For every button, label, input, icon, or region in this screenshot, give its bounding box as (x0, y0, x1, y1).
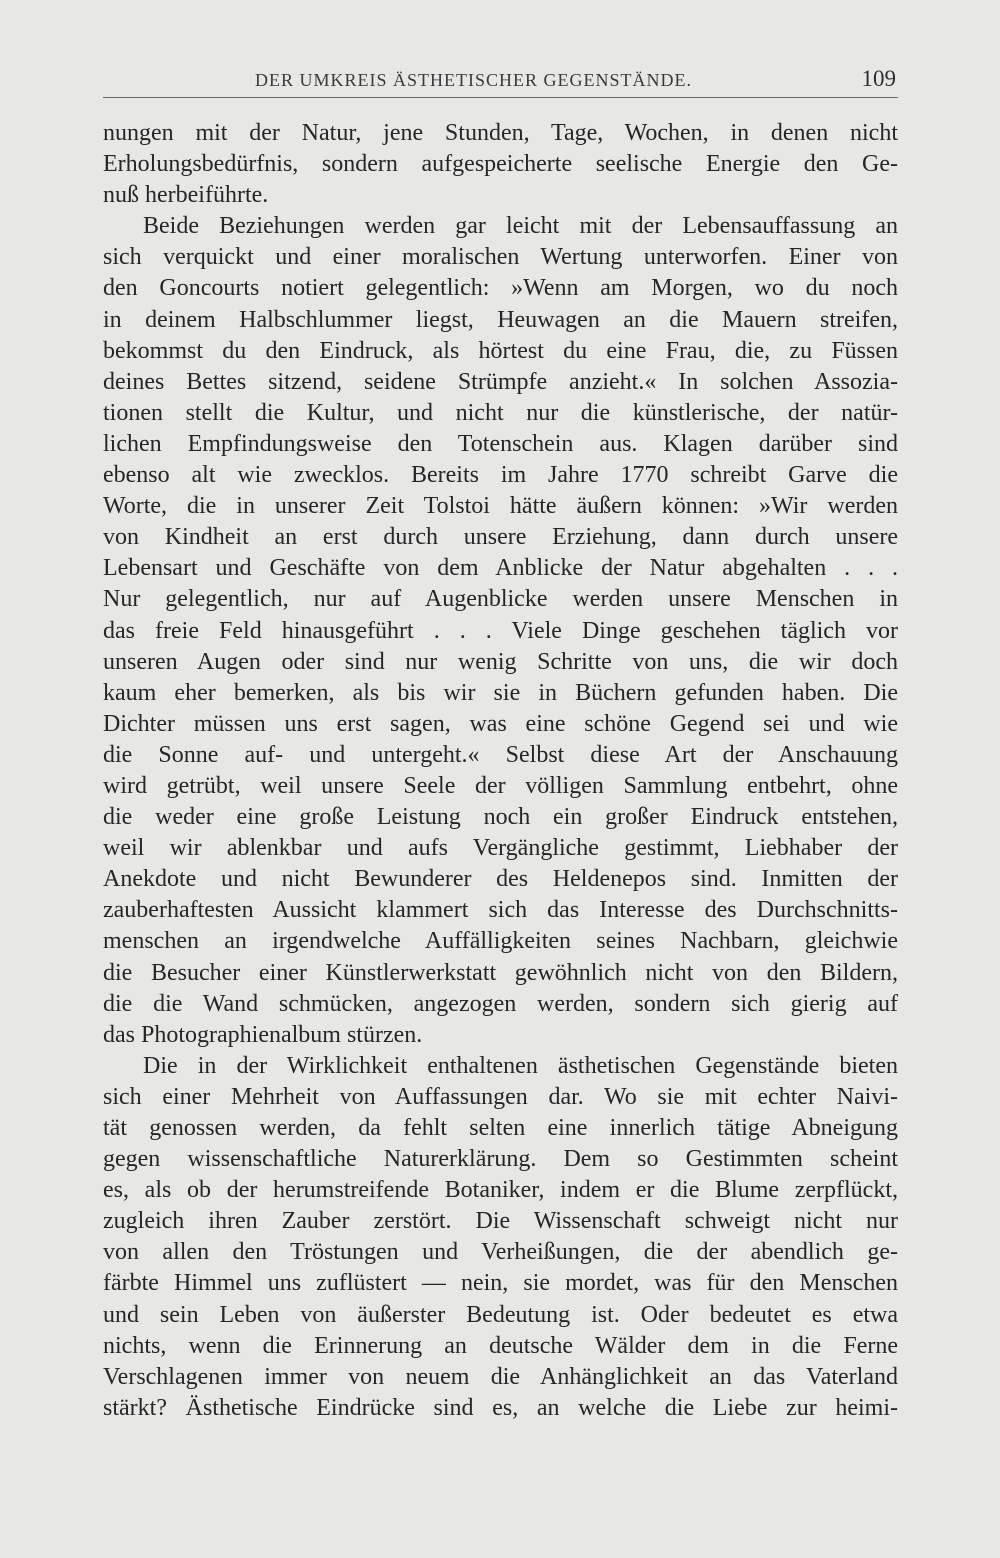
text-line: die Besucher einer Künstlerwerkstatt gewöhnlich nicht von den Bildern, (103, 959, 898, 986)
text-line: nungen mit der Natur, jene Stunden, Tage, Wochen, in denen nicht (103, 120, 898, 146)
text-line: zauberhaftesten Aussicht klammert sich das Interesse des Durchschnitts- (103, 897, 898, 924)
text-line: sich verquickt und einer moralischen Wertung unterworfen. Einer von (103, 244, 898, 271)
running-head (103, 62, 898, 102)
text-line: nuß herbeiführte. (103, 182, 269, 209)
text-line: lichen Empfindungsweise den Totenschein aus. Klagen darüber sind (103, 430, 898, 457)
text-line: von allen den Tröstungen und Verheißungen, die der abendlich ge- (103, 1239, 898, 1266)
text-line: die die Wand schmücken, angezogen werden, sondern sich gierig auf (103, 990, 898, 1017)
text-line: tät genossen werden, da fehlt selten eine innerlich tätige Abneigung (103, 1115, 898, 1141)
running-title: DER UMKREIS ÄSTHETISCHER GEGENSTÄNDE. (255, 70, 692, 90)
text-line: Anekdote und nicht Bewunderer des Heldenepos sind. Inmitten der (103, 866, 898, 893)
text-line: in deinem Halbschlummer liegst, Heuwagen an die Mauern streifen, (103, 306, 898, 333)
text-line: stärkt? Ästhetische Eindrücke sind es, an welche die Liebe zur heimi- (103, 1394, 898, 1421)
text-line: Verschlagenen immer von neuem die Anhänglichkeit an das Vaterland (103, 1363, 898, 1390)
text-line: Die in der Wirklichkeit enthaltenen ästhetischen Gegenstände bieten (143, 1052, 898, 1079)
text-line: kaum eher bemerken, als bis wir sie in Büchern gefunden haben. Die (103, 679, 898, 706)
text-line: Erholungsbedürfnis, sondern aufgespeicherte seelische Energie den Ge- (103, 151, 898, 178)
text-line: das Photographienalbum stürzen. (103, 1021, 423, 1048)
page-number: 109 (861, 66, 896, 91)
text-line: die weder eine große Leistung noch ein großer Eindruck entstehen, (103, 804, 898, 831)
text-line: färbte Himmel uns zuflüstert — nein, sie mordet, was für den Menschen (103, 1270, 898, 1297)
text-line: es, als ob der herumstreifende Botaniker, indem er die Blume zerpflückt, (103, 1177, 898, 1204)
header-rule (103, 97, 898, 98)
text-line: Lebensart und Geschäfte von dem Anblicke der Natur abgehalten . . . (103, 555, 898, 582)
text-line: und sein Leben von äußerster Bedeutung ist. Oder bedeutet es etwa (103, 1301, 898, 1328)
text-line: unseren Augen oder sind nur wenig Schritte von uns, die wir doch (103, 648, 898, 675)
text-line: ebenso alt wie zwecklos. Bereits im Jahre 1770 schreibt Garve die (103, 462, 898, 489)
text-line: von Kindheit an erst durch unsere Erziehung, dann durch unsere (103, 524, 898, 551)
text-line: wird getrübt, weil unsere Seele der völligen Sammlung entbehrt, ohne (103, 772, 898, 799)
body-text (103, 118, 898, 1424)
text-line: Nur gelegentlich, nur auf Augenblicke werden unsere Menschen in (103, 586, 898, 613)
text-line: das freie Feld hinausgeführt . . . Viele Dinge geschehen täglich vor (103, 617, 898, 644)
text-line: den Goncourts notiert gelegentlich: »Wenn am Morgen, wo du noch (103, 275, 898, 302)
text-line: nichts, wenn die Erinnerung an deutsche Wälder dem in die Ferne (103, 1332, 898, 1359)
text-line: gegen wissenschaftliche Naturerklärung. Dem so Gestimmten scheint (103, 1146, 898, 1173)
text-line: bekommst du den Eindruck, als hörtest du eine Frau, die, zu Füssen (103, 337, 898, 364)
text-line: Beide Beziehungen werden gar leicht mit der Lebensauffassung an (143, 213, 898, 240)
text-line: tionen stellt die Kultur, und nicht nur die künstlerische, der natür- (103, 399, 898, 426)
text-line: die Sonne auf- und untergeht.« Selbst diese Art der Anschauung (103, 741, 898, 768)
text-line: menschen an irgendwelche Auffälligkeiten seines Nachbarn, gleichwie (103, 928, 898, 955)
text-line: deines Bettes sitzend, seidene Strümpfe anzieht.« In solchen Assozia- (103, 368, 898, 395)
text-line: Worte, die in unserer Zeit Tolstoi hätte äußern können: »Wir werden (103, 493, 898, 520)
text-line: sich einer Mehrheit von Auffassungen dar. Wo sie mit echter Naivi- (103, 1083, 898, 1110)
text-line: Dichter müssen uns erst sagen, was eine schöne Gegend sei und wie (103, 710, 898, 737)
text-line: zugleich ihren Zauber zerstört. Die Wissenschaft schweigt nicht nur (103, 1208, 898, 1235)
text-line: weil wir ablenkbar und aufs Vergängliche gestimmt, Liebhaber der (103, 835, 898, 862)
